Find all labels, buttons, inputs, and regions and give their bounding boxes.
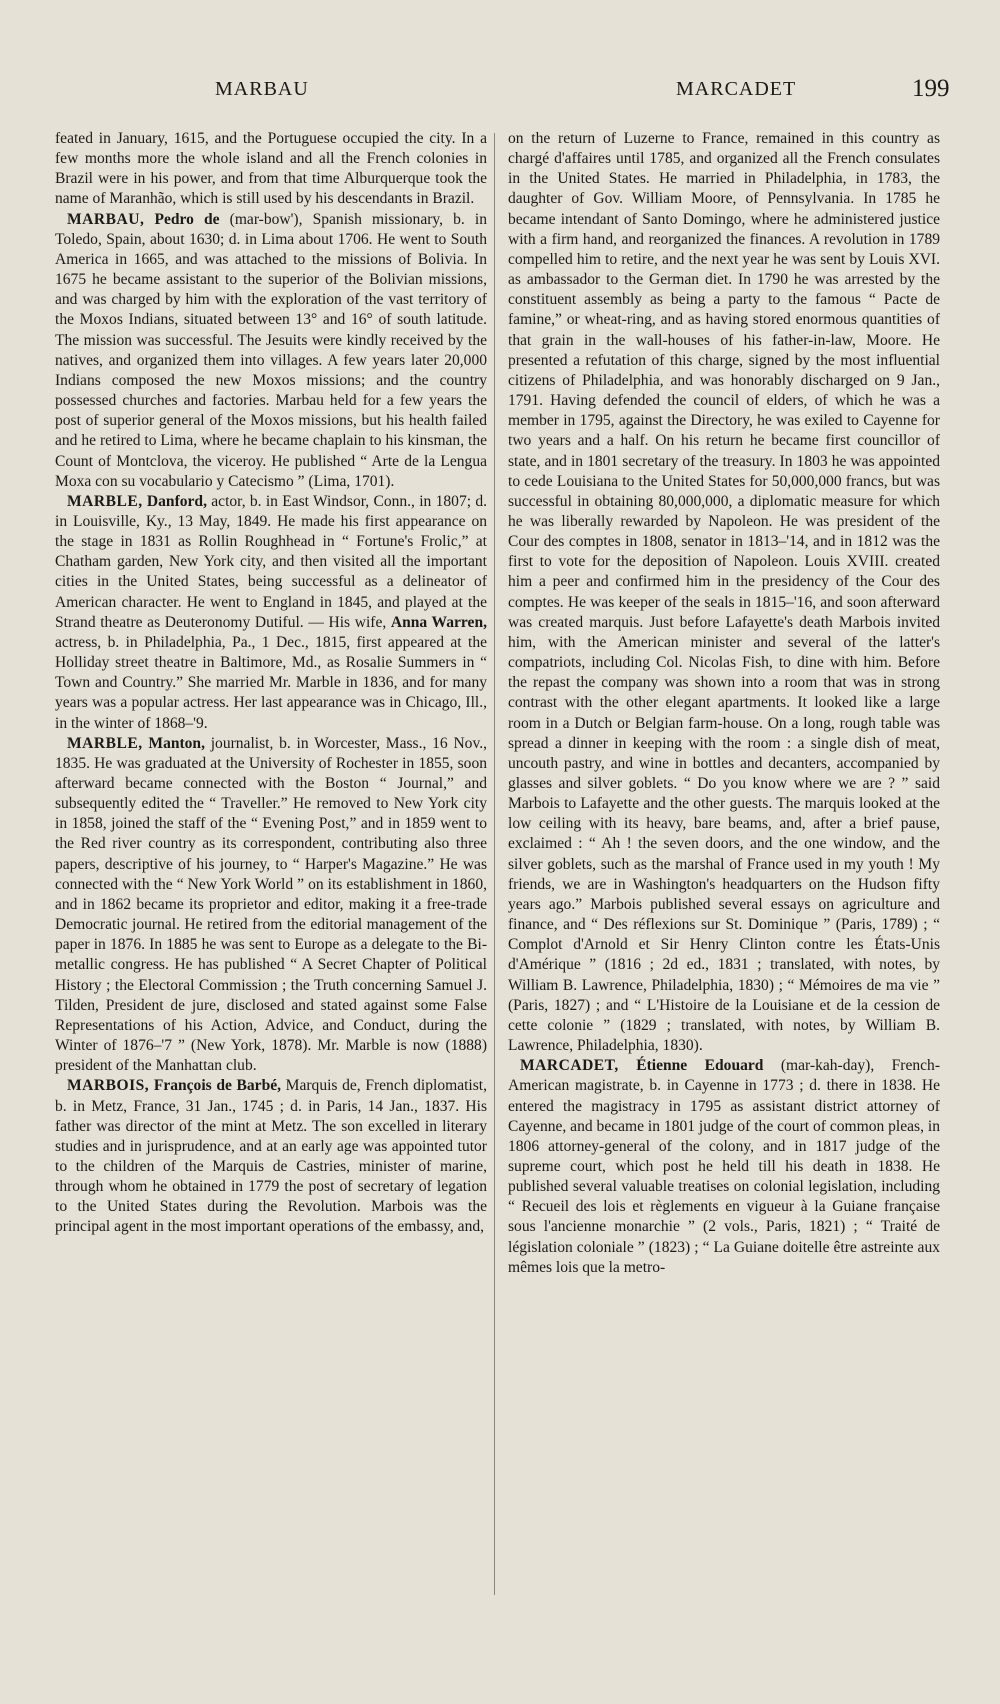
continued-paragraph: feated in January, 1615, and the Portuguese occupied the city. In a few months more the whole island and all the French colonies in Brazil were in his power, and from that time Alburquerque took the name of Maranhão, which is still used by his descendants in Brazil. [55, 130, 487, 208]
headword-surname: MARBLE, [67, 734, 143, 752]
headword-surname: MARBAU, [67, 210, 145, 228]
headword-given-name: Pedro de [154, 210, 220, 228]
continued-paragraph: on the return of Luzerne to France, remained in this country as chargé d'affaires until 1785, and organized all the French consulates in the United States. He married in Philadelphia, in 1783, the daughter of Gov. William Moore, of Pennsylvania. In 1785 he became intendant of Santo Domingo, where he administered justice with a firm hand, and reorganized the finances. A revolution in 1789 compelled him to retire, and the next year he was sent by Louis XVI. as ambassador to the German diet. In 1790 he was arrested by the constituent assembly as being a party to the famous “ Pacte de famine,” or wheat-ring, and as having stored enormous quantities of that grain in the wall-houses of his father-in-law, Moore. He presented a refutation of this charge, signed by the most influential citizens of Philadelphia, and was honorably discharged on 9 Jan., 1791. Having defended the council of elders, of which he was a member in 1795, against the Directory, he was exiled to Cayenne for two years and a half. On his return he became first councillor of state, and in 1801 secretary of the treasury. In 1803 he was appointed to cede Louisiana to the United States for 50,000,000 francs, but was successful in obtaining 80,000,000, a diplomatic measure for which he was liberally rewarded by Napoleon. He was president of the Cour des comptes in 1808, senator in 1813–'14, and in 1812 was the first to vote for the deposition of Napoleon. Louis XVIII. created him a peer and confirmed him in the presidency of the Cour des comptes. He was keeper of the seals in 1815–'16, and soon afterward was created marquis. Just before Lafayette's death Marbois invited him, with the American minister and several of the latter's compatriots, including Col. Nicolas Fish, to dine with him. Before the repast the company was shown into a room that was in strong contrast with the other elegant apartments. It looked like a large room in a Dutch or Belgian farm-house. On a long, rough table was spread a dinner in keeping with the room : a single dish of meat, uncouth pastry, and wine in bottles and decanters, accompanied by glasses and silver goblets. “ Do you know where we are ? ” said Marbois to Lafayette and the other guests. The marquis looked at the low ceiling with its heavy, bare beams, and, after a brief pause, exclaimed : “ Ah ! the seven doors, and the one window, and the silver goblets, such as the marshal of France used in my youth ! My friends, we are in Washington's headquarters on the Hudson fifty years ago.” Marbois published several essays on agriculture and finance, and “ Des réflexions sur St. Dominique ” (Paris, 1789) ; “ Complot d'Arnold et Sir Henry Clinton contre les États-Unis d'Amérique ” (1816 ; 2d ed., 1831 ; translated, with notes, by William B. Lawrence, Philadelphia, 1830) ; “ Mémoires de ma vie ” (Paris, 1827) ; and “ L'Histoire de la Louisiane et de la cession de cette colonie ” (1829 ; translated, with notes, by William B. Lawrence, Philadelphia, 1830). [508, 130, 940, 1055]
headword-surname: MARBOIS, [67, 1077, 150, 1095]
entry-text: journalist, b. in Worcester, Mass., 16 Nov., 1835. He was graduated at the University of Rochester in 1855, soon afterward became connected with the Boston “ Journal,” and subsequently edited the “ Traveller.” He removed to New York city in 1858, joined the staff of the “ Evening Post,” and in 1859 went to the Red river country as its correspondent, contributing also three papers, descriptive of his journey, to “ Harper's Magazine.” He was connected with the “ New York World ” on its establishment in 1860, and in 1862 became its proprietor and editor, making it a free-trade Democratic journal. He retired from the editorial management of the paper in 1876. In 1885 he was sent to Europe as a delegate to the Bi-metallic congress. He has published “ A Secret Chapter of Political History ; the Electoral Commission ; the Truth concerning Samuel J. Tilden, President de jure, disclosed and stated against some False Representations of his Action, Advice, and Conduct, during the Winter of 1876–'7 ” (New York, 1878). Mr. Marble is now (1888) president of the Manhattan club. [55, 734, 487, 1075]
left-column [55, 129, 487, 1599]
headword-surname: MARCADET, [520, 1057, 619, 1075]
entry-marcadet [508, 1056, 940, 1278]
entry-marbois [55, 1076, 487, 1237]
header-left-guideword: MARBAU [215, 78, 309, 100]
headword-given-name: Danford, [146, 492, 207, 510]
entry-marble-manton [55, 734, 487, 1077]
entry-text: (mar-bow'), Spanish missionary, b. in Toledo, Spain, about 1630; d. in Lima about 1706. He went to South America in 1665, and was attached to the missions of Bolivia. In 1675 he became assistant to the superior of the Bolivian missions, and was charged by him with the exploration of the vast territory of the Moxos Indians, situated between 13° and 16° of south latitude. The mission was successful. The Jesuits were kindly received by the natives, and organized them into villages. A few years later 20,000 Indians composed the new Moxos missions; and the country possessed churches and factories. Marbau held for a few years the post of superior general of the Moxos missions, but his health failed and he retired to Lima, where he became chaplain to his kinsman, the Count of Montclova, the viceroy. He published “ Arte de la Lengua Moxa con su vocabulario y Catecismo ” (Lima, 1701). [55, 210, 487, 490]
headword-given-name: Étienne Edouard [636, 1057, 764, 1075]
entry-marbau [55, 210, 487, 492]
entry-text: actor, b. in East Windsor, Conn., in 1807; d. in Louisville, Ky., 13 May, 1849. He made his first appearance on the stage in 1831 as Rollin Roughhead in “ Fortune's Frolic,” at Chatham garden, New York city, and then visited all the important cities in the United States, being successful as a delineator of American character. He went to England in 1845, and played at the Strand theatre as Deuteronomy Dutiful. — His wife, [55, 492, 487, 631]
page-number: 199 [912, 75, 950, 102]
sub-entry-name: Anna Warren, [390, 613, 487, 631]
headword-given-name: François de Barbé, [153, 1077, 282, 1095]
column-divider [494, 133, 495, 1595]
entry-marble-danford [55, 492, 487, 734]
running-header [0, 75, 1000, 108]
headword-surname: MARBLE, [67, 492, 143, 510]
header-right-guideword: MARCADET [676, 78, 797, 100]
entry-text: (mar-kah-day), French-American magistrate, b. in Cayenne in 1773 ; d. there in 1838. He entered the magistracy in 1795 as assistant district attorney of Cayenne, and became in 1801 judge of the court of common pleas, in 1806 attorney-general of the colony, and in 1817 judge of the supreme court, which post he held till his death in 1838. He published several valuable treatises on colonial legislation, including “ Recueil des lois et règlements en vigueur à la Guiane française sous l'ancienne monarchie ” (2 vols., Paris, 1821) ; “ Traité de législation coloniale ” (1823) ; “ La Guiane doitelle être astreinte aux mêmes lois que la metro- [508, 1057, 940, 1276]
entry-text: Marquis de, French diplomatist, b. in Metz, France, 31 Jan., 1745 ; d. in Paris, 14 Jan., 1837. His father was director of the mint at Metz. The son excelled in literary studies and in jurisprudence, and at an early age was appointed tutor to the children of the Marquis de Castries, minister of marine, through whom he obtained in 1779 the post of secretary of legation to the United States during the Revolution. Marbois was the principal agent in the most important operations of the embassy, and, [55, 1077, 487, 1236]
entry-text: actress, b. in Philadelphia, Pa., 1 Dec., 1815, first appeared at the Holliday street theatre in Baltimore, Md., as Rosalie Summers in “ Town and Country.” She married Mr. Marble in 1836, and for many years was a popular actress. Her last appearance was in Chicago, Ill., in the winter of 1868–'9. [55, 633, 487, 732]
headword-given-name: Manton, [148, 734, 205, 752]
right-column [508, 129, 940, 1599]
